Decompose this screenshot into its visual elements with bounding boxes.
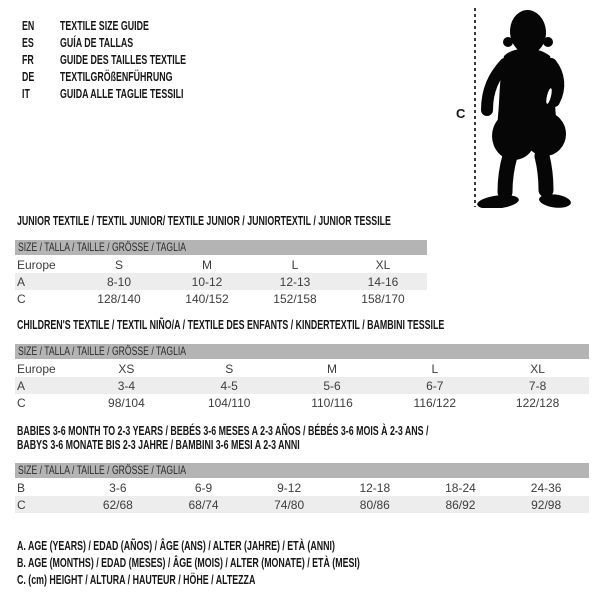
table-row [15,394,589,411]
value-cell: 3-4 [117,378,136,393]
value-cell: 12-18 [359,480,391,495]
language-row [22,34,245,51]
value-cell: 8-10 [106,274,132,289]
value-cell: 116/122 [413,395,457,410]
row-label-cell: A [17,378,26,393]
size-section-0 [15,214,427,307]
table-size-header [15,463,589,478]
size-table [15,360,589,411]
size-header-text: SIZE / TALLA / TAILLE / GRÖSSE / TAGLIA [18,344,187,358]
value-cell: 3-6 [109,480,127,495]
row-label-cell: C [17,497,26,512]
value-cell: 92/98 [531,497,562,512]
value-cell: 98/104 [108,395,145,410]
language-label-text: GUIDA ALLE TAGLIE TESSILI [60,86,184,101]
language-code [22,68,60,85]
value-cell: 128/140 [97,291,141,306]
language-label [60,51,245,68]
value-cell: 86/92 [445,497,476,512]
value-cell: 104/110 [207,395,251,410]
value-cell: 14-16 [367,274,399,289]
legend-line-text: B. AGE (MONTHS) / EDAD (MESES) / ÂGE (MOIS) / ALTER (MONATE) / ETÀ (MESI) [17,555,360,570]
section-title [15,424,589,452]
language-code-text: ES [22,35,34,50]
table-size-header [15,344,589,359]
language-label [60,85,242,102]
table-row [15,479,589,496]
value-cell: S [225,361,234,376]
value-cell: S [114,257,123,272]
section-title-line [17,318,589,332]
section-title-line [17,424,589,438]
table-row [15,360,589,377]
row-label-cell: A [17,274,26,289]
table-size-header [15,240,427,255]
value-cell: 140/152 [185,291,229,306]
value-cell: 6-9 [194,480,213,495]
value-cell: 152/158 [273,291,317,306]
language-code-text: EN [22,18,35,33]
value-cell: L [291,257,299,272]
value-cell: L [431,361,439,376]
language-code-text: IT [22,86,30,101]
value-cell: M [326,361,337,376]
value-cell: 5-6 [323,378,341,393]
section-title-text: BABIES 3-6 MONTH TO 2-3 YEARS / BEBÉS 3-6 MESES A 2-3 AÑOS / BÉBÉS 3-6 MOIS À 2-3 ANS / [17,423,429,438]
language-code-text: FR [22,52,34,67]
table-row [15,496,589,513]
legend-line [17,554,521,571]
section-title [15,318,589,332]
row-label-cell: Europe [17,361,56,376]
value-cell: 12-13 [279,274,311,289]
language-code [22,51,60,68]
value-cell: 10-12 [191,274,223,289]
section-title-line [17,214,427,228]
section-title [15,214,427,228]
language-code-text: DE [22,69,35,84]
value-cell: 24-36 [530,480,562,495]
language-label-text: TEXTILGRÖßENFÜHRUNG [60,69,173,84]
size-header-text: SIZE / TALLA / TAILLE / GRÖSSE / TAGLIA [18,240,187,254]
value-cell: XS [118,361,135,376]
table-row [15,256,427,273]
language-row [22,85,245,102]
value-cell: 6-7 [426,378,444,393]
value-cell: 74/80 [274,497,305,512]
legend [17,537,521,588]
size-table [15,479,589,513]
value-cell: M [202,257,212,272]
language-row [22,68,245,85]
language-row [22,17,245,34]
language-row [22,51,245,68]
value-cell: XL [375,257,391,272]
value-cell: XL [530,361,545,376]
row-label-cell: B [17,480,26,495]
value-cell: 4-5 [220,378,238,393]
language-title-list [22,17,245,102]
section-title-line [17,438,589,452]
value-cell: 158/170 [361,291,405,306]
section-title-text: JUNIOR TEXTILE / TEXTIL JUNIOR/ TEXTILE JUNIOR / JUNIORTEXTIL / JUNIOR TESSILE [17,213,391,228]
row-label-cell: C [17,395,26,410]
language-label-text: GUÍA DE TALLAS [60,35,134,50]
toddler-silhouette-icon [476,8,576,208]
language-label [60,34,168,51]
size-table [15,256,427,307]
value-cell: 110/116 [311,395,353,410]
language-label [60,17,191,34]
language-code [22,34,60,51]
legend-line [17,571,521,588]
size-section-2 [15,424,589,513]
legend-line-text: C. (cm) HEIGHT / ALTURA / HAUTEUR / HÖHE / ALTEZZA [17,572,256,587]
section-title-text: BABYS 3-6 MONATE BIS 2-3 JAHRE / BAMBINI 3-6 MESI A 2-3 ANNI [17,437,300,452]
language-code [22,85,60,102]
section-title-text: CHILDREN'S TEXTILE / TEXTIL NIÑO/A / TEXTILE DES ENFANTS / KINDERTEXTIL / BAMBINI TESSILE [17,317,445,332]
value-cell: 80/86 [359,497,390,512]
language-code [22,17,60,34]
size-section-1 [15,318,589,411]
value-cell: 62/68 [102,497,133,512]
value-cell: 68/74 [188,497,219,512]
table-row [15,377,589,394]
legend-line [17,537,521,554]
legend-line-text: A. AGE (YEARS) / EDAD (AÑOS) / ÂGE (ANS) / ALTER (JAHRE) / ETÀ (ANNI) [17,538,335,553]
value-cell: 9-12 [277,480,302,495]
height-label: C [456,106,466,121]
value-cell: 122/128 [515,395,560,410]
row-label-cell: C [17,291,26,306]
value-cell: 7-8 [528,378,547,393]
language-label [60,68,225,85]
value-cell: 18-24 [445,480,476,495]
language-label-text: GUIDE DES TAILLES TEXTILE [60,52,187,67]
size-header-text: SIZE / TALLA / TAILLE / GRÖSSE / TAGLIA [18,463,187,477]
table-row [15,273,427,290]
table-row [15,290,427,307]
language-label-text: TEXTILE SIZE GUIDE [60,18,149,33]
row-label-cell: Europe [17,257,56,272]
